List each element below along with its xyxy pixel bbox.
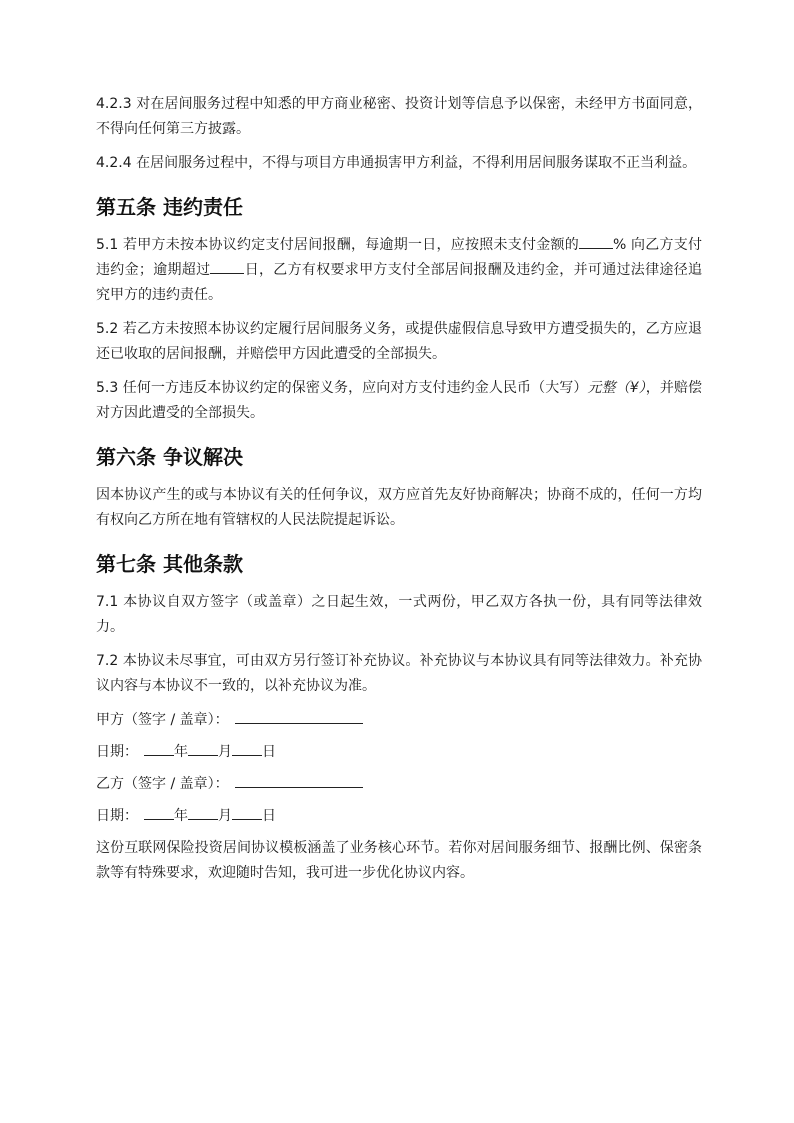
section-5-title: 第五条 违约责任 xyxy=(96,195,243,219)
section-6-title: 第六条 争议解决 xyxy=(96,445,243,469)
section-7-title: 第七条 其他条款 xyxy=(96,552,243,576)
clause-5-3-part-a: 5.3 任何一方违反本协议约定的保密义务，应向对方支付违约金人民币（大写） xyxy=(96,380,588,396)
clause-5-1-part-c: 日，乙方有权要求甲方支付全部居间报酬及违约金，并可通过法律途径追究甲方的违约责任。 xyxy=(96,262,703,303)
year-label: 年 xyxy=(174,744,188,760)
clause-5-3-part-c: ，并赔偿对方因此遭受的全部损失。 xyxy=(96,380,702,421)
party-a-signature xyxy=(96,708,702,733)
party-b-day-blank[interactable] xyxy=(232,805,262,820)
year-label: 年 xyxy=(174,808,188,824)
closing-note: 这份互联网保险投资居间协议模板涵盖了业务核心环节。若你对居间服务细节、报酬比例、保密条款等有特殊要求，欢迎随时告知，我可进一步优化协议内容。 xyxy=(96,840,702,881)
party-a-month-blank[interactable] xyxy=(188,741,218,756)
day-label: 日 xyxy=(262,808,276,824)
party-b-signature xyxy=(96,772,702,797)
party-b-label: 乙方（签字 / 盖章）： xyxy=(96,776,229,792)
clause-5-1-part-a: 5.1 若甲方未按本协议约定支付居间报酬，每逾期一日，应按照未支付金额的 xyxy=(96,237,579,253)
month-label: 月 xyxy=(218,808,232,824)
overdue-days-blank[interactable] xyxy=(210,259,244,274)
party-a-signature-blank[interactable] xyxy=(235,709,363,724)
clause-5-3 xyxy=(96,376,702,426)
clause-4-2-4: 4.2.4 在居间服务过程中，不得与项目方串通损害甲方利益，不得利用居间服务谋取不正当利益。 xyxy=(96,155,697,171)
clause-5-1-part-b: % 向乙方支付违约金；逾期超过 xyxy=(96,237,702,278)
clause-5-2: 5.2 若乙方未按照本协议约定履行居间服务义务，或提供虚假信息导致甲方遭受损失的，乙方应退还已收取的居间报酬，并赔偿甲方因此遭受的全部损失。 xyxy=(96,321,702,362)
date-label: 日期： xyxy=(96,744,138,760)
party-a-year-blank[interactable] xyxy=(144,741,174,756)
date-label: 日期： xyxy=(96,808,138,824)
clause-7-2: 7.2 本协议未尽事宜，可由双方另行签订补充协议。补充协议与本协议具有同等法律效力。补充协议内容与本协议不一致的，以补充协议为准。 xyxy=(96,653,702,694)
clause-6: 因本协议产生的或与本协议有关的任何争议，双方应首先友好协商解决；协商不成的，任何一方均有权向乙方所在地有管辖权的人民法院提起诉讼。 xyxy=(96,487,702,528)
clause-5-3-amount: 元整（¥） xyxy=(587,380,646,396)
clause-7-1: 7.1 本协议自双方签字（或盖章）之日起生效，一式两份，甲乙双方各执一份，具有同等法律效力。 xyxy=(96,594,702,635)
month-label: 月 xyxy=(218,744,232,760)
day-label: 日 xyxy=(262,744,276,760)
clause-5-1 xyxy=(96,233,702,308)
party-b-date xyxy=(96,804,702,829)
document-page xyxy=(96,92,702,895)
penalty-rate-blank[interactable] xyxy=(579,234,613,249)
party-b-month-blank[interactable] xyxy=(188,805,218,820)
clause-4-2-3: 4.2.3 对在居间服务过程中知悉的甲方商业秘密、投资计划等信息予以保密，未经甲方书面同意，不得向任何第三方披露。 xyxy=(96,96,702,137)
party-a-label: 甲方（签字 / 盖章）： xyxy=(96,712,229,728)
party-b-year-blank[interactable] xyxy=(144,805,174,820)
party-a-day-blank[interactable] xyxy=(232,741,262,756)
party-a-date xyxy=(96,740,702,765)
party-b-signature-blank[interactable] xyxy=(235,773,363,788)
